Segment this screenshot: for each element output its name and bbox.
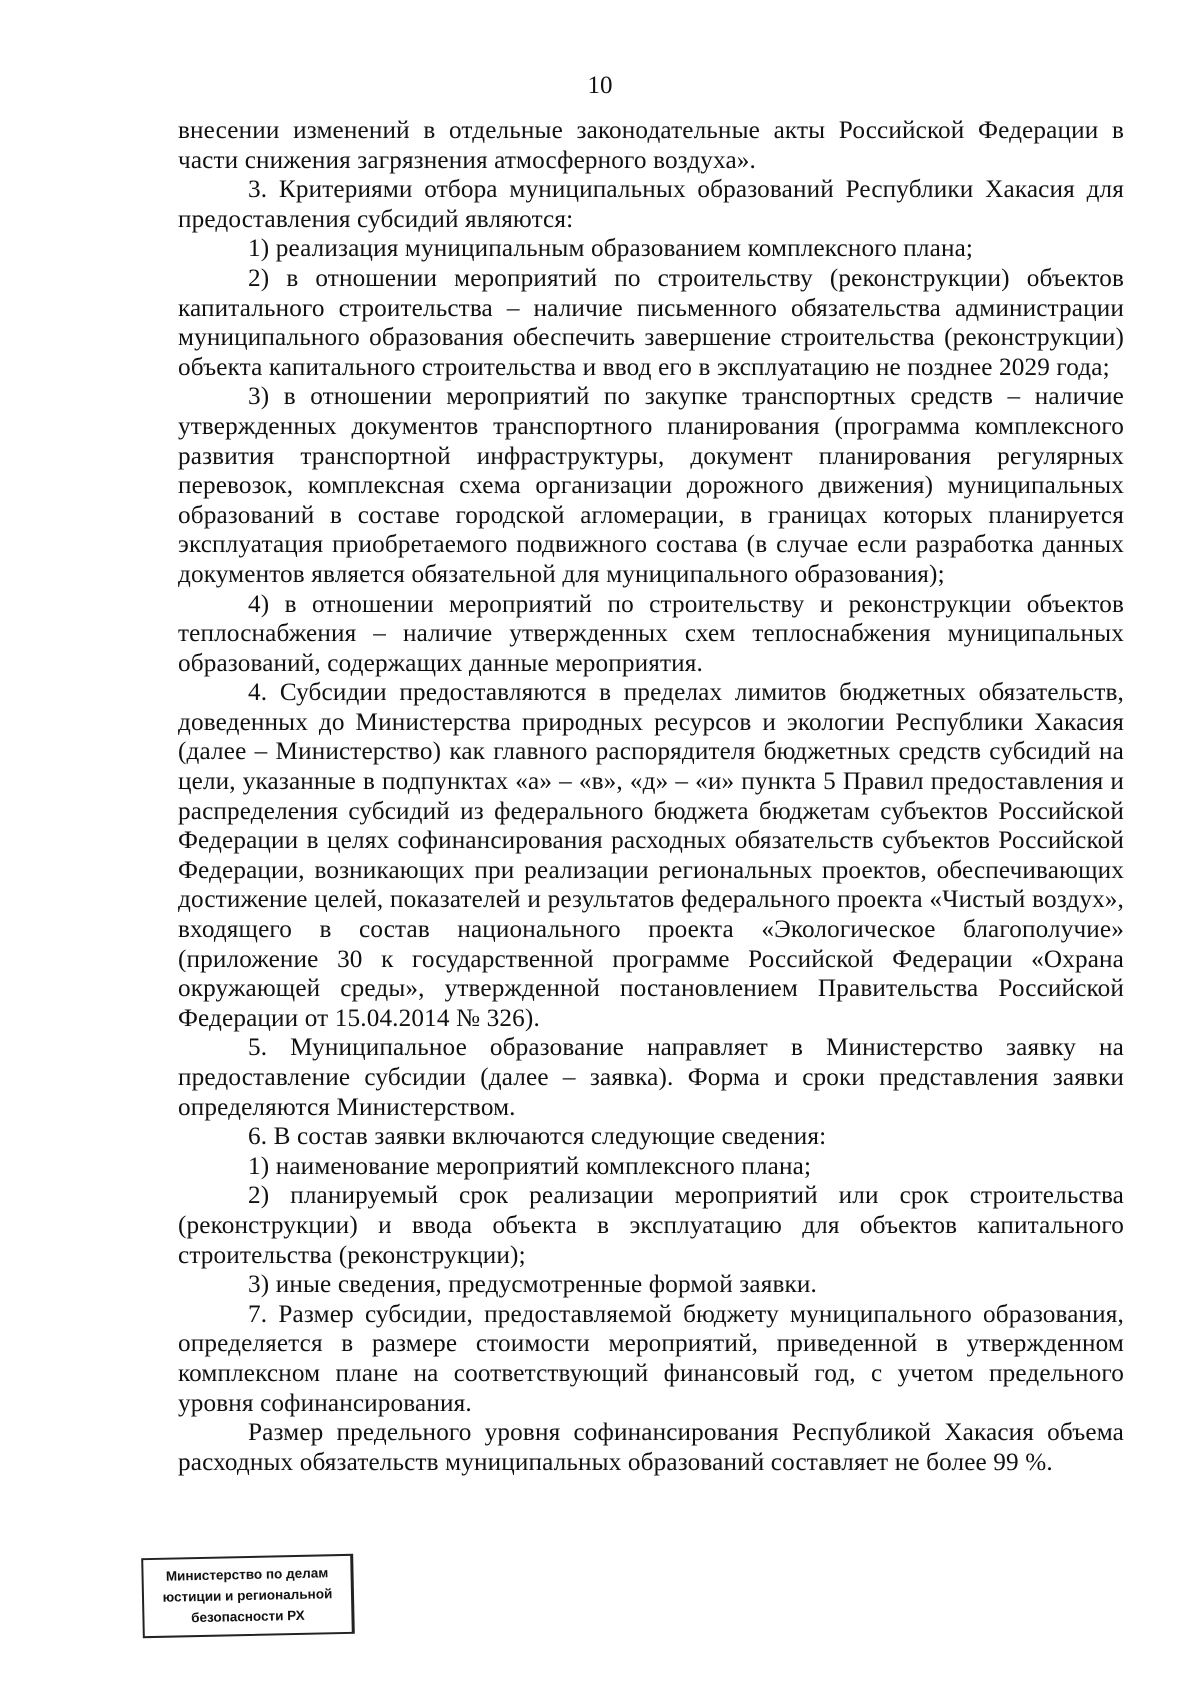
paragraph: 2) в отношении мероприятий по строительству (реконструкции) объектов капитального строительства – наличие письменного обязательства администрации муниципального образования обеспечить завершение строительства (реконструкции) объекта капитального строительства и ввод его в эксплуатацию не позднее 2029 года; <box>178 264 1124 381</box>
paragraph: 5. Муниципальное образование направляет в Министерство заявку на предоставление субсидии (далее – заявка). Форма и сроки представления заявки определяются Министерством. <box>178 1034 1124 1121</box>
paragraph: 7. Размер субсидии, предоставляемой бюджету муниципального образования, определяется в размере стоимости мероприятий, приведенной в утвержденном комплексном плане на соответствующий финансовый год, с учетом предельного уровня софинансирования. <box>178 1300 1124 1417</box>
paragraph: 4) в отношении мероприятий по строительству и реконструкции объектов теплоснабжения – наличие утвержденных схем теплоснабжения муниципальных образований, содержащих данные мероприятия. <box>178 590 1124 677</box>
paragraph: 3) иные сведения, предусмотренные формой заявки. <box>248 1271 817 1299</box>
document-body <box>178 116 1124 1477</box>
paragraph: внесении изменений в отдельные законодательные акты Российской Федерации в части снижения загрязнения атмосферного воздуха». <box>178 117 1124 174</box>
paragraph: 3) в отношении мероприятий по закупке транспортных средств – наличие утвержденных документов транспортного планирования (программа комплексного развития транспортной инфраструктуры, документ планирования регулярных перевозок, комплексная схема организации дорожного движения) муниципальных образований в составе городской агломерации, в границах которых планируется эксплуатация приобретаемого подвижного состава (в случае если разработка данных документов является обязательной для муниципального образования); <box>178 383 1124 588</box>
paragraph: 1) наименование мероприятий комплексного плана; <box>248 1152 812 1180</box>
paragraph: 3. Критериями отбора муниципальных образований Республики Хакасия для предоставления субсидий являются: <box>178 176 1124 233</box>
paragraph: 6. В состав заявки включаются следующие сведения: <box>248 1123 827 1151</box>
stamp-line: Министерство по делам <box>165 1565 329 1584</box>
paragraph: 4. Субсидии предоставляются в пределах лимитов бюджетных обязательств, доведенных до Министерства природных ресурсов и экологии Республики Хакасия (далее – Министерство) как главного распорядителя бюджетных средств субсидий на цели, указанные в подпунктах «а» – «в», «д» – «и» пункта 5 Правил предоставления и распределения субсидий из федерального бюджета бюджетам субъектов Российской Федерации в целях софинансирования расходных обязательств субъектов Российской Федерации, возникающих при реализации региональных проектов, обеспечивающих достижение целей, показателей и результатов федерального проекта «Чистый воздух», входящего в состав национального проекта «Экологическое благополучие» (приложение 30 к государственной программе Российской Федерации «Охрана окружающей среды», утвержденной постановлением Правительства Российской Федерации от 15.04.2014 № 326). <box>178 679 1124 1032</box>
paragraph: Размер предельного уровня софинансирования Республикой Хакасия объема расходных обязательств муниципальных образований составляет не более 99 %. <box>178 1419 1124 1476</box>
stamp-line: юстиции и региональной <box>162 1586 333 1605</box>
paragraph: 2) планируемый срок реализации мероприятий или срок строительства (реконструкции) и ввода объекта в эксплуатацию для объектов капитального строительства (реконструкции); <box>178 1182 1124 1269</box>
page-number: 10 <box>587 72 613 99</box>
paragraph: 1) реализация муниципальным образованием комплексного плана; <box>248 235 974 263</box>
ministry-stamp <box>141 1554 355 1638</box>
stamp-line: безопасности РХ <box>191 1607 305 1626</box>
